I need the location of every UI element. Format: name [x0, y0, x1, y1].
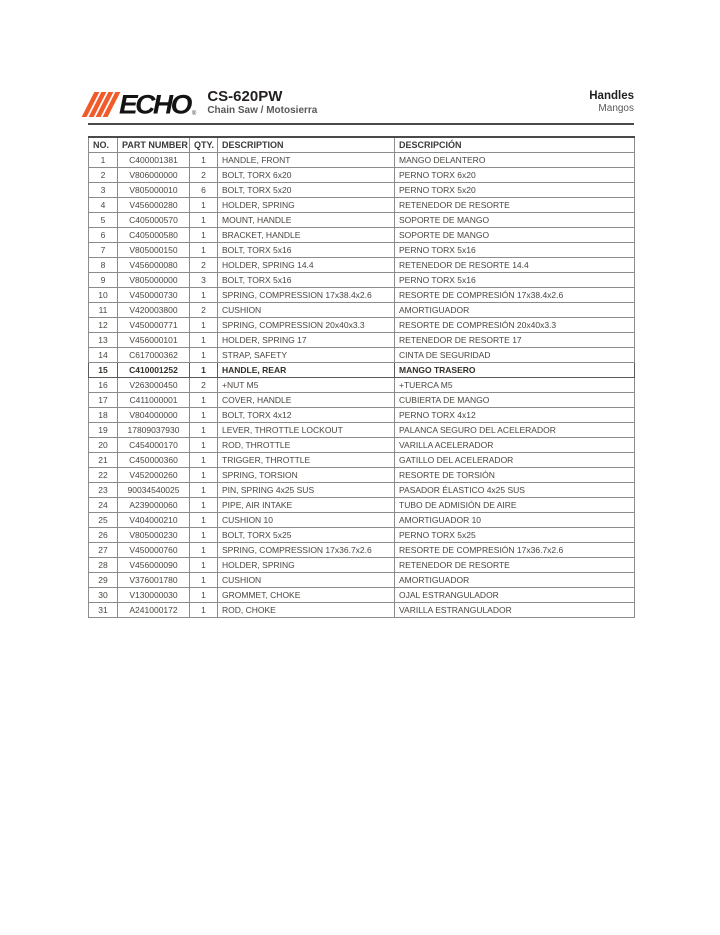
cell-qty: 1	[190, 318, 218, 333]
cell-description-es: MANGO DELANTERO	[395, 153, 635, 168]
cell-description-en: ROD, THROTTLE	[218, 438, 395, 453]
cell-no: 27	[89, 543, 118, 558]
model-title: CS-620PW	[207, 88, 283, 105]
table-row	[89, 153, 635, 168]
table-row	[89, 363, 635, 378]
table-row	[89, 393, 635, 408]
cell-description-es: RESORTE DE COMPRESIÓN 17x36.7x2.6	[395, 543, 635, 558]
table-row	[89, 513, 635, 528]
cell-description-en: BOLT, TORX 6x20	[218, 168, 395, 183]
cell-part-number: V456000280	[118, 198, 190, 213]
cell-no: 12	[89, 318, 118, 333]
cell-qty: 1	[190, 573, 218, 588]
cell-description-en: LEVER, THROTTLE LOCKOUT	[218, 423, 395, 438]
cell-qty: 2	[190, 303, 218, 318]
cell-qty: 1	[190, 483, 218, 498]
table-row	[89, 303, 635, 318]
cell-description-en: TRIGGER, THROTTLE	[218, 453, 395, 468]
cell-qty: 1	[190, 423, 218, 438]
cell-qty: 1	[190, 498, 218, 513]
cell-description-en: BOLT, TORX 5x16	[218, 243, 395, 258]
table-row	[89, 408, 635, 423]
cell-description-es: AMORTIGUADOR	[395, 303, 635, 318]
cell-part-number: V456000080	[118, 258, 190, 273]
table-row	[89, 453, 635, 468]
column-header-no: NO.	[89, 137, 118, 153]
cell-part-number: C450000360	[118, 453, 190, 468]
cell-description-es: SOPORTE DE MANGO	[395, 213, 635, 228]
cell-part-number: V805000230	[118, 528, 190, 543]
cell-description-es: PALANCA SEGURO DEL ACELERADOR	[395, 423, 635, 438]
cell-description-es: RETENEDOR DE RESORTE 17	[395, 333, 635, 348]
cell-part-number: V804000000	[118, 408, 190, 423]
page-header	[88, 88, 634, 120]
table-row	[89, 333, 635, 348]
column-header-qty: QTY.	[190, 137, 218, 153]
cell-no: 30	[89, 588, 118, 603]
table-row	[89, 258, 635, 273]
cell-description-en: PIN, SPRING 4x25 SUS	[218, 483, 395, 498]
echo-logo	[88, 89, 197, 120]
cell-no: 11	[89, 303, 118, 318]
cell-part-number: C411000001	[118, 393, 190, 408]
cell-description-en: BOLT, TORX 4x12	[218, 408, 395, 423]
cell-no: 21	[89, 453, 118, 468]
cell-no: 29	[89, 573, 118, 588]
cell-part-number: V450000730	[118, 288, 190, 303]
column-header-part-number: PART NUMBER	[118, 137, 190, 153]
cell-no: 19	[89, 423, 118, 438]
cell-part-number: A239000060	[118, 498, 190, 513]
cell-description-es: AMORTIGUADOR 10	[395, 513, 635, 528]
cell-description-es: PERNO TORX 4x12	[395, 408, 635, 423]
cell-qty: 6	[190, 183, 218, 198]
cell-qty: 2	[190, 378, 218, 393]
cell-qty: 1	[190, 198, 218, 213]
cell-description-es: PERNO TORX 5x16	[395, 243, 635, 258]
cell-no: 7	[89, 243, 118, 258]
cell-no: 20	[89, 438, 118, 453]
column-header-description-es: DESCRIPCIÓN	[395, 137, 635, 153]
cell-qty: 1	[190, 408, 218, 423]
cell-description-es: TUBO DE ADMISIÓN DE AIRE	[395, 498, 635, 513]
cell-no: 17	[89, 393, 118, 408]
cell-description-en: HANDLE, FRONT	[218, 153, 395, 168]
cell-description-en: BOLT, TORX 5x16	[218, 273, 395, 288]
cell-qty: 1	[190, 453, 218, 468]
cell-qty: 1	[190, 393, 218, 408]
table-row	[89, 423, 635, 438]
cell-part-number: V130000030	[118, 588, 190, 603]
table-row	[89, 498, 635, 513]
cell-part-number: C405000570	[118, 213, 190, 228]
brand-text: ECHO	[119, 89, 190, 120]
cell-no: 16	[89, 378, 118, 393]
cell-part-number: 90034540025	[118, 483, 190, 498]
cell-qty: 1	[190, 243, 218, 258]
cell-qty: 1	[190, 588, 218, 603]
cell-no: 8	[89, 258, 118, 273]
cell-description-es: RETENEDOR DE RESORTE	[395, 198, 635, 213]
cell-part-number: V456000101	[118, 333, 190, 348]
table-row	[89, 603, 635, 618]
table-row	[89, 228, 635, 243]
cell-description-es: MANGO TRASERO	[395, 363, 635, 378]
cell-description-en: SPRING, COMPRESSION 17x38.4x2.6	[218, 288, 395, 303]
cell-description-en: BRACKET, HANDLE	[218, 228, 395, 243]
cell-description-en: MOUNT, HANDLE	[218, 213, 395, 228]
cell-part-number: V452000260	[118, 468, 190, 483]
cell-description-es: +TUERCA M5	[395, 378, 635, 393]
cell-part-number: V420003800	[118, 303, 190, 318]
cell-qty: 1	[190, 213, 218, 228]
cell-qty: 3	[190, 273, 218, 288]
parts-table-body	[89, 153, 635, 618]
section-title-block	[589, 90, 634, 115]
cell-description-en: CUSHION	[218, 303, 395, 318]
cell-no: 15	[89, 363, 118, 378]
cell-qty: 1	[190, 603, 218, 618]
cell-description-es: PERNO TORX 5x25	[395, 528, 635, 543]
cell-no: 3	[89, 183, 118, 198]
cell-description-en: PIPE, AIR INTAKE	[218, 498, 395, 513]
cell-description-en: HOLDER, SPRING 17	[218, 333, 395, 348]
cell-part-number: V456000090	[118, 558, 190, 573]
cell-part-number: V450000760	[118, 543, 190, 558]
cell-qty: 1	[190, 153, 218, 168]
cell-description-es: VARILLA ACELERADOR	[395, 438, 635, 453]
cell-qty: 1	[190, 438, 218, 453]
cell-description-es: PERNO TORX 6x20	[395, 168, 635, 183]
cell-part-number: C410001252	[118, 363, 190, 378]
table-row	[89, 198, 635, 213]
table-row	[89, 588, 635, 603]
cell-description-en: HANDLE, REAR	[218, 363, 395, 378]
cell-qty: 1	[190, 513, 218, 528]
cell-no: 9	[89, 273, 118, 288]
cell-no: 14	[89, 348, 118, 363]
table-header-row	[89, 137, 635, 153]
cell-qty: 1	[190, 363, 218, 378]
cell-description-es: PASADOR ÉLASTICO 4x25 SUS	[395, 483, 635, 498]
cell-no: 18	[89, 408, 118, 423]
cell-description-es: CUBIERTA DE MANGO	[395, 393, 635, 408]
model-subtitle: Chain Saw / Motosierra	[207, 105, 318, 116]
cell-no: 31	[89, 603, 118, 618]
cell-no: 22	[89, 468, 118, 483]
column-header-description-en: DESCRIPTION	[218, 137, 395, 153]
cell-part-number: V404000210	[118, 513, 190, 528]
cell-no: 28	[89, 558, 118, 573]
cell-part-number: A241000172	[118, 603, 190, 618]
cell-description-es: PERNO TORX 5x20	[395, 183, 635, 198]
cell-qty: 1	[190, 528, 218, 543]
cell-description-en: HOLDER, SPRING 14.4	[218, 258, 395, 273]
cell-qty: 2	[190, 258, 218, 273]
catalog-page	[88, 88, 634, 618]
cell-description-en: STRAP, SAFETY	[218, 348, 395, 363]
registered-trademark-icon: ®	[191, 111, 197, 117]
cell-no: 6	[89, 228, 118, 243]
cell-no: 25	[89, 513, 118, 528]
cell-description-en: BOLT, TORX 5x20	[218, 183, 395, 198]
cell-no: 5	[89, 213, 118, 228]
table-row	[89, 468, 635, 483]
section-title: Handles	[589, 90, 634, 102]
cell-description-es: SOPORTE DE MANGO	[395, 228, 635, 243]
table-row	[89, 483, 635, 498]
cell-description-es: PERNO TORX 5x16	[395, 273, 635, 288]
cell-description-en: HOLDER, SPRING	[218, 558, 395, 573]
cell-qty: 1	[190, 543, 218, 558]
cell-description-es: CINTA DE SEGURIDAD	[395, 348, 635, 363]
cell-part-number: C617000362	[118, 348, 190, 363]
cell-part-number: C405000580	[118, 228, 190, 243]
cell-qty: 1	[190, 348, 218, 363]
cell-part-number: V806000000	[118, 168, 190, 183]
cell-no: 26	[89, 528, 118, 543]
table-row	[89, 318, 635, 333]
table-row	[89, 288, 635, 303]
cell-description-es: RESORTE DE COMPRESIÓN 17x38.4x2.6	[395, 288, 635, 303]
table-row	[89, 543, 635, 558]
cell-description-en: GROMMET, CHOKE	[218, 588, 395, 603]
cell-description-en: SPRING, TORSION	[218, 468, 395, 483]
cell-part-number: V263000450	[118, 378, 190, 393]
cell-description-es: RESORTE DE COMPRESIÓN 20x40x3.3	[395, 318, 635, 333]
cell-qty: 2	[190, 168, 218, 183]
cell-description-es: RETENEDOR DE RESORTE	[395, 558, 635, 573]
section-subtitle: Mangos	[598, 103, 634, 114]
cell-part-number: C454000170	[118, 438, 190, 453]
table-row	[89, 558, 635, 573]
table-row	[89, 243, 635, 258]
cell-qty: 1	[190, 558, 218, 573]
cell-description-es: RETENEDOR DE RESORTE 14.4	[395, 258, 635, 273]
cell-no: 4	[89, 198, 118, 213]
cell-description-en: CUSHION	[218, 573, 395, 588]
table-row	[89, 213, 635, 228]
echo-stripes-icon	[88, 92, 116, 117]
parts-table	[88, 136, 635, 618]
table-row	[89, 348, 635, 363]
cell-no: 1	[89, 153, 118, 168]
cell-no: 2	[89, 168, 118, 183]
table-row	[89, 438, 635, 453]
cell-description-es: OJAL ESTRANGULADOR	[395, 588, 635, 603]
table-row	[89, 528, 635, 543]
table-row	[89, 183, 635, 198]
cell-qty: 1	[190, 288, 218, 303]
cell-description-en: BOLT, TORX 5x25	[218, 528, 395, 543]
header-divider	[88, 123, 634, 125]
cell-description-en: COVER, HANDLE	[218, 393, 395, 408]
table-row	[89, 168, 635, 183]
cell-description-es: AMORTIGUADOR	[395, 573, 635, 588]
brand-group	[88, 88, 318, 120]
cell-part-number: 17809037930	[118, 423, 190, 438]
cell-description-en: HOLDER, SPRING	[218, 198, 395, 213]
cell-description-en: SPRING, COMPRESSION 17x36.7x2.6	[218, 543, 395, 558]
cell-description-en: +NUT M5	[218, 378, 395, 393]
cell-no: 23	[89, 483, 118, 498]
cell-description-es: RESORTE DE TORSIÓN	[395, 468, 635, 483]
cell-qty: 1	[190, 333, 218, 348]
cell-part-number: V805000010	[118, 183, 190, 198]
cell-part-number: C400001381	[118, 153, 190, 168]
cell-no: 13	[89, 333, 118, 348]
cell-qty: 1	[190, 468, 218, 483]
cell-description-en: CUSHION 10	[218, 513, 395, 528]
cell-description-es: GATILLO DEL ACELERADOR	[395, 453, 635, 468]
table-row	[89, 573, 635, 588]
cell-no: 10	[89, 288, 118, 303]
cell-description-es: VARILLA ESTRANGULADOR	[395, 603, 635, 618]
table-row	[89, 273, 635, 288]
cell-part-number: V376001780	[118, 573, 190, 588]
cell-no: 24	[89, 498, 118, 513]
cell-part-number: V805000000	[118, 273, 190, 288]
cell-qty: 1	[190, 228, 218, 243]
model-title-block	[207, 89, 317, 117]
table-row	[89, 378, 635, 393]
cell-part-number: V450000771	[118, 318, 190, 333]
cell-part-number: V805000150	[118, 243, 190, 258]
cell-description-en: SPRING, COMPRESSION 20x40x3.3	[218, 318, 395, 333]
cell-description-en: ROD, CHOKE	[218, 603, 395, 618]
